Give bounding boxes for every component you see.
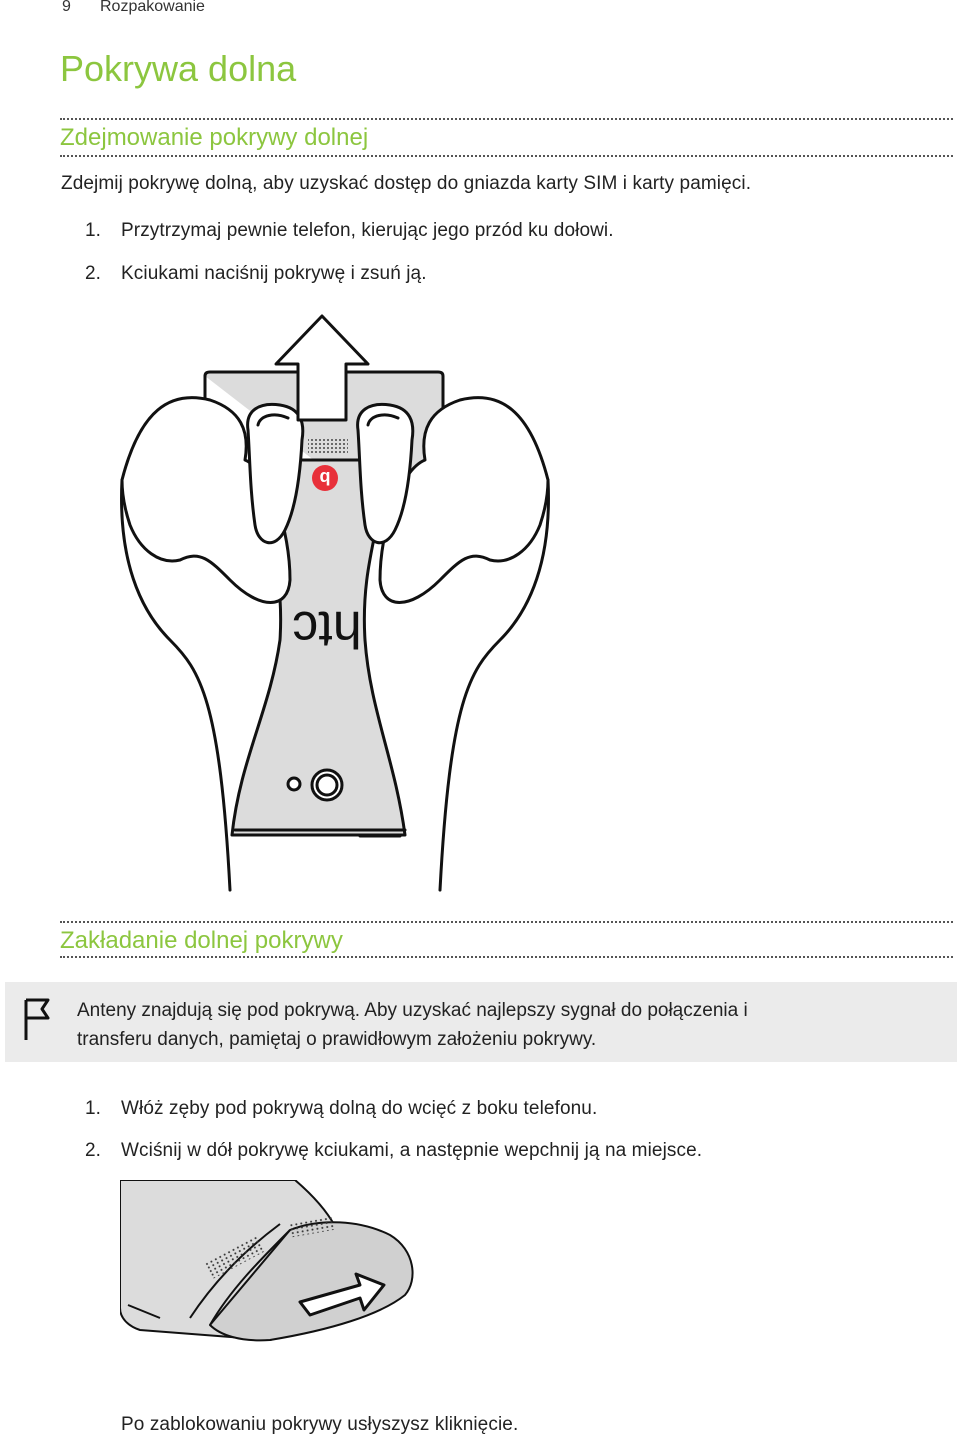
note-box: [5, 982, 957, 1062]
closing-text: Po zablokowaniu pokrywy usłyszysz kliknięcie.: [121, 1414, 519, 1435]
flag-icon: [21, 996, 53, 1042]
step-text: Kciukami naciśnij pokrywę i zsuń ją.: [121, 263, 427, 284]
beats-badge-text: b: [319, 468, 331, 488]
divider: [60, 921, 953, 923]
divider: [60, 155, 953, 157]
speaker-grille: [308, 438, 348, 454]
section-heading-installing: Zakładanie dolnej pokrywy: [60, 927, 343, 954]
step-number: 1.: [85, 1098, 101, 1119]
divider: [60, 118, 953, 120]
step-number: 2.: [85, 263, 101, 284]
remove-cover-illustration: [110, 310, 560, 895]
step-text: Przytrzymaj pewnie telefon, kierując jego przód ku dołowi.: [121, 220, 614, 241]
step-number: 2.: [85, 1140, 101, 1161]
divider: [60, 956, 953, 958]
intro-paragraph: Zdejmij pokrywę dolną, aby uzyskać dostęp do gniazda karty SIM i karty pamięci.: [61, 173, 752, 194]
flash: [288, 778, 300, 790]
section-name: Rozpakowanie: [100, 0, 205, 15]
note-text: [77, 996, 748, 1054]
install-cover-illustration: [120, 1180, 420, 1355]
step-number: 1.: [85, 220, 101, 241]
page-title: Pokrywa dolna: [60, 48, 297, 89]
htc-logo: htc: [292, 600, 362, 658]
page-number: 9: [62, 0, 71, 15]
note-line: transferu danych, pamiętaj o prawidłowym założeniu pokrywy.: [77, 1029, 597, 1050]
note-line: Anteny znajdują się pod pokrywą. Aby uzyskać najlepszy sygnał do połączenia i: [77, 1000, 748, 1021]
step-text: Wciśnij w dół pokrywę kciukami, a następnie wepchnij ją na miejsce.: [121, 1140, 703, 1161]
step-text: Włóż zęby pod pokrywą dolną do wcięć z boku telefonu.: [121, 1098, 598, 1119]
section-heading-removing: Zdejmowanie pokrywy dolnej: [60, 124, 369, 151]
